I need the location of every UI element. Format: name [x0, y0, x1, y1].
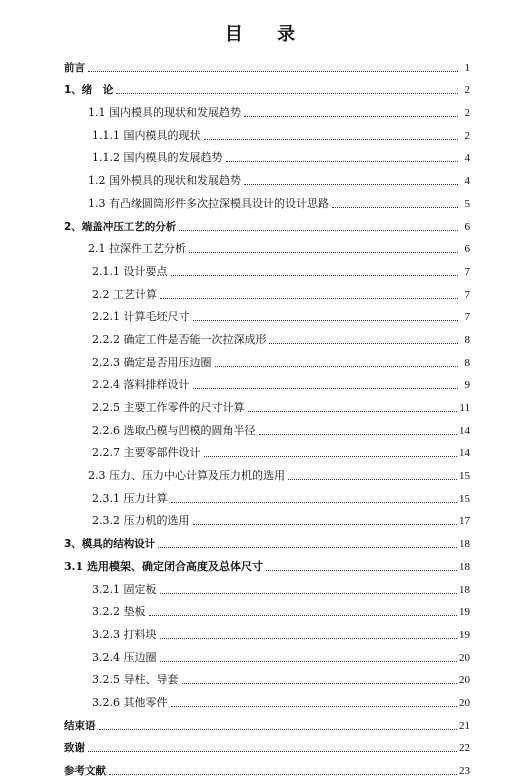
- toc-entry[interactable]: [64, 120, 470, 143]
- toc-entry[interactable]: [64, 460, 470, 483]
- toc-entry[interactable]: [64, 687, 470, 710]
- toc-entry-label: 参考文献: [64, 765, 106, 777]
- toc-entry-page: 7: [464, 288, 470, 301]
- toc-entry-label: 2.3.1 压力计算: [92, 491, 168, 505]
- toc-dot-leader: [204, 138, 459, 140]
- toc-entry[interactable]: [64, 234, 470, 257]
- toc-entry-label: 3.1 选用模架、确定闭合高度及总体尺寸: [64, 559, 263, 573]
- toc-entry[interactable]: [64, 75, 470, 98]
- toc-entry[interactable]: [64, 755, 470, 778]
- toc-dot-leader: [332, 206, 458, 208]
- toc-entry-label: 2.3.2 压力机的选用: [92, 514, 190, 528]
- toc-entry[interactable]: [64, 97, 470, 120]
- toc-entry-label: 2.2.7 主要零部件设计: [92, 446, 201, 460]
- toc-dot-leader: [160, 637, 458, 639]
- toc-entry-page: 22: [459, 742, 470, 755]
- toc-entry[interactable]: [64, 574, 470, 597]
- toc-list: [64, 52, 470, 778]
- toc-entry-label: 2.2.3 确定是否用压边圈: [92, 355, 212, 369]
- toc-entry-page: 15: [459, 492, 470, 505]
- toc-entry-label: 1.1.2 国内模具的发展趋势: [92, 151, 223, 165]
- toc-entry-page: 8: [464, 333, 470, 346]
- toc-dot-leader: [248, 410, 458, 412]
- toc-entry-label: 3.2.6 其他零件: [92, 695, 168, 709]
- toc-entry[interactable]: [64, 347, 470, 370]
- toc-entry-label: 3.2.4 压边圈: [92, 650, 157, 664]
- toc-entry[interactable]: [64, 551, 470, 574]
- toc-dot-leader: [158, 546, 457, 548]
- toc-entry-label: 1.1 国内模具的现状和发展趋势: [88, 106, 241, 120]
- toc-title: 目 录: [224, 24, 310, 45]
- toc-entry[interactable]: [64, 528, 470, 551]
- toc-entry[interactable]: [64, 483, 470, 506]
- toc-entry[interactable]: [64, 370, 470, 393]
- toc-entry-label: 3、模具的结构设计: [64, 538, 156, 551]
- toc-dot-leader: [259, 433, 458, 435]
- toc-dot-leader: [88, 750, 457, 752]
- toc-entry[interactable]: [64, 143, 470, 166]
- toc-entry-page: 7: [464, 265, 470, 278]
- toc-entry[interactable]: [64, 165, 470, 188]
- toc-entry-page: 6: [464, 243, 470, 256]
- toc-entry[interactable]: [64, 619, 470, 642]
- toc-entry-page: 4: [464, 152, 470, 165]
- toc-entry-label: 前言: [64, 61, 85, 74]
- toc-entry-label: 1、绪 论: [64, 84, 114, 97]
- toc-entry-page: 18: [459, 583, 470, 596]
- toc-entry-label: 2.2.6 选取凸模与凹模的圆角半径: [92, 423, 256, 437]
- toc-entry-page: 14: [459, 447, 470, 460]
- toc-entry-page: 15: [459, 470, 470, 483]
- toc-dot-leader: [244, 115, 458, 117]
- toc-entry-label: 2.2.2 确定工件是否能一次拉深成形: [92, 332, 267, 346]
- toc-dot-leader: [182, 682, 458, 684]
- toc-entry-page: 1: [464, 61, 470, 74]
- toc-entry-label: 1.1.1 国内模具的现状: [92, 128, 201, 142]
- toc-entry[interactable]: [64, 188, 470, 211]
- toc-entry-page: 11: [459, 402, 470, 414]
- toc-dot-leader: [171, 274, 459, 276]
- toc-entry[interactable]: [64, 256, 470, 279]
- toc-entry[interactable]: [64, 302, 470, 325]
- toc-dot-leader: [149, 614, 458, 616]
- toc-entry-label: 2.1 拉深件工艺分析: [88, 242, 186, 256]
- toc-entry-page: 9: [464, 379, 470, 392]
- toc-entry[interactable]: [64, 665, 470, 688]
- toc-dot-leader: [189, 251, 458, 253]
- toc-entry-label: 1.3 有凸缘圆筒形件多次拉深模具设计的设计思路: [88, 196, 329, 210]
- toc-entry-label: 1.2 国外模具的现状和发展趋势: [88, 174, 241, 188]
- toc-dot-leader: [226, 160, 459, 162]
- toc-entry-label: 3.2.3 打料块: [92, 627, 157, 641]
- toc-entry-page: 18: [459, 538, 470, 551]
- toc-entry-page: 2: [464, 129, 470, 142]
- toc-entry[interactable]: [64, 279, 470, 302]
- toc-entry-label: 3.2.1 固定板: [92, 582, 157, 596]
- toc-entry-label: 2.3 压力、压力中心计算及压力机的选用: [88, 469, 285, 483]
- toc-entry-label: 3.2.5 导柱、导套: [92, 673, 179, 687]
- toc-dot-leader: [204, 455, 458, 457]
- toc-entry-page: 23: [459, 765, 470, 777]
- toc-entry[interactable]: [64, 597, 470, 620]
- toc-entry-label: 2.1.1 设计要点: [92, 264, 168, 278]
- toc-entry-label: 2.2.5 主要工作零件的尺寸计算: [92, 401, 245, 414]
- toc-entry[interactable]: [64, 392, 470, 415]
- toc-dot-leader: [88, 70, 458, 72]
- toc-entry-label: 3.2.2 垫板: [92, 605, 146, 619]
- toc-dot-leader: [160, 592, 458, 594]
- toc-entry[interactable]: [64, 415, 470, 438]
- toc-entry-label: 结束语: [64, 719, 96, 732]
- toc-dot-leader: [244, 183, 458, 185]
- toc-entry-label: 致谢: [64, 742, 85, 755]
- toc-entry-page: 7: [464, 311, 470, 324]
- toc-entry[interactable]: [64, 710, 470, 733]
- toc-entry-page: 17: [459, 515, 470, 528]
- toc-entry-label: 2.2.1 计算毛坯尺寸: [92, 310, 190, 324]
- toc-entry-label: 2、端盖冲压工艺的分析: [64, 220, 177, 233]
- toc-entry-label: 2.2.4 落料排样设计: [92, 378, 190, 392]
- toc-dot-leader: [193, 523, 458, 525]
- toc-entry[interactable]: [64, 324, 470, 347]
- toc-dot-leader: [288, 478, 457, 480]
- toc-entry-page: 20: [459, 651, 470, 664]
- toc-dot-leader: [160, 660, 458, 662]
- toc-dot-leader: [116, 92, 458, 94]
- toc-dot-leader: [269, 342, 458, 344]
- toc-entry-page: 4: [464, 175, 470, 188]
- toc-dot-leader: [193, 387, 459, 389]
- toc-entry[interactable]: [64, 52, 470, 75]
- toc-entry-page: 6: [464, 220, 470, 233]
- toc-entry[interactable]: [64, 642, 470, 665]
- toc-dot-leader: [99, 728, 458, 730]
- toc-entry-page: 8: [464, 356, 470, 369]
- toc-entry[interactable]: [64, 506, 470, 529]
- toc-entry[interactable]: [64, 438, 470, 461]
- toc-entry-page: 18: [459, 560, 470, 573]
- toc-entry-page: 21: [459, 719, 470, 732]
- toc-dot-leader: [179, 229, 458, 231]
- toc-entry-page: 20: [459, 696, 470, 709]
- toc-entry-page: 2: [464, 107, 470, 120]
- toc-dot-leader: [171, 501, 458, 503]
- toc-dot-leader: [215, 365, 459, 367]
- toc-dot-leader: [193, 319, 459, 321]
- toc-dot-leader: [160, 297, 458, 299]
- toc-dot-leader: [266, 569, 457, 571]
- toc-dot-leader: [171, 705, 458, 707]
- toc-entry-page: 20: [459, 674, 470, 687]
- toc-dot-leader: [109, 773, 457, 775]
- toc-entry-page: 19: [459, 628, 470, 641]
- toc-entry-page: 14: [459, 424, 470, 437]
- toc-entry-page: 19: [459, 606, 470, 619]
- toc-entry-page: 2: [464, 84, 470, 97]
- toc-entry-label: 2.2 工艺计算: [92, 287, 157, 301]
- toc-entry-page: 5: [464, 197, 470, 210]
- toc-entry[interactable]: [64, 211, 470, 234]
- toc-entry[interactable]: [64, 733, 470, 756]
